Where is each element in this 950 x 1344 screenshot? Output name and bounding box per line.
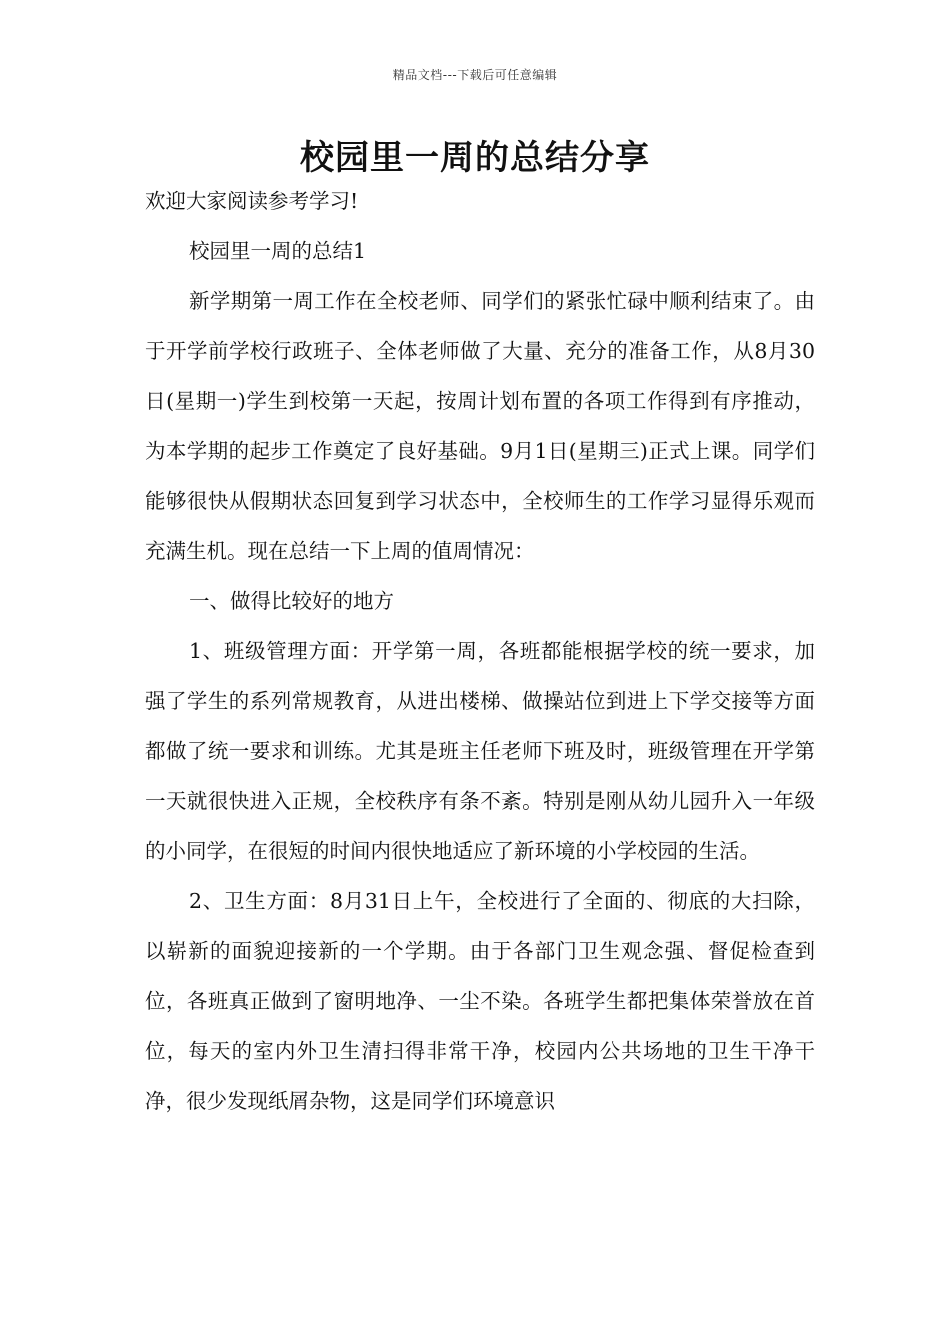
- paragraph-class-management: 1、班级管理方面：开学第一周，各班都能根据学校的统一要求，加强了学生的系列常规教育，从进出楼梯、做操站位到进上下学交接等方面都做了统一要求和训练。尤其是班主任老师下班及时，班级管理在开学第一天就很快进入正规，全校秩序有条不紊。特别是刚从幼儿园升入一年级的小同学，在很短的时间内很快地适应了新环境的小学校园的生活。: [145, 639, 815, 863]
- section-heading: 校园里一周的总结1: [189, 239, 367, 263]
- paragraph-intro: 新学期第一周工作在全校老师、同学们的紧张忙碌中顺利结束了。由于开学前学校行政班子、全体老师做了大量、充分的准备工作，从8月30日(星期一)学生到校第一天起，按周计划布置的各项工作得到有序推动，为本学期的起步工作奠定了良好基础。9月1日(星期三)正式上课。同学们能够很快从假期状态回复到学习状态中，全校师生的工作学习显得乐观而充满生机。现在总结一下上周的值周情况：: [145, 289, 815, 563]
- document-body: [145, 176, 815, 1126]
- paragraph-hygiene: 2、卫生方面：8月31日上午，全校进行了全面的、彻底的大扫除，以崭新的面貌迎接新的一个学期。由于各部门卫生观念强、督促检查到位，各班真正做到了窗明地净、一尘不染。各班学生都把集体荣誉放在首位，每天的室内外卫生清扫得非常干净，校园内公共场地的卫生干净干净，很少发现纸屑杂物，这是同学们环境意识: [145, 889, 815, 1113]
- subheading-good-points: 一、做得比较好的地方: [189, 589, 394, 613]
- document-title: 校园里一周的总结分享: [300, 138, 650, 178]
- header-note: 精品文档---下载后可任意编辑: [392, 68, 558, 82]
- greeting-line: 欢迎大家阅读参考学习!: [145, 189, 359, 213]
